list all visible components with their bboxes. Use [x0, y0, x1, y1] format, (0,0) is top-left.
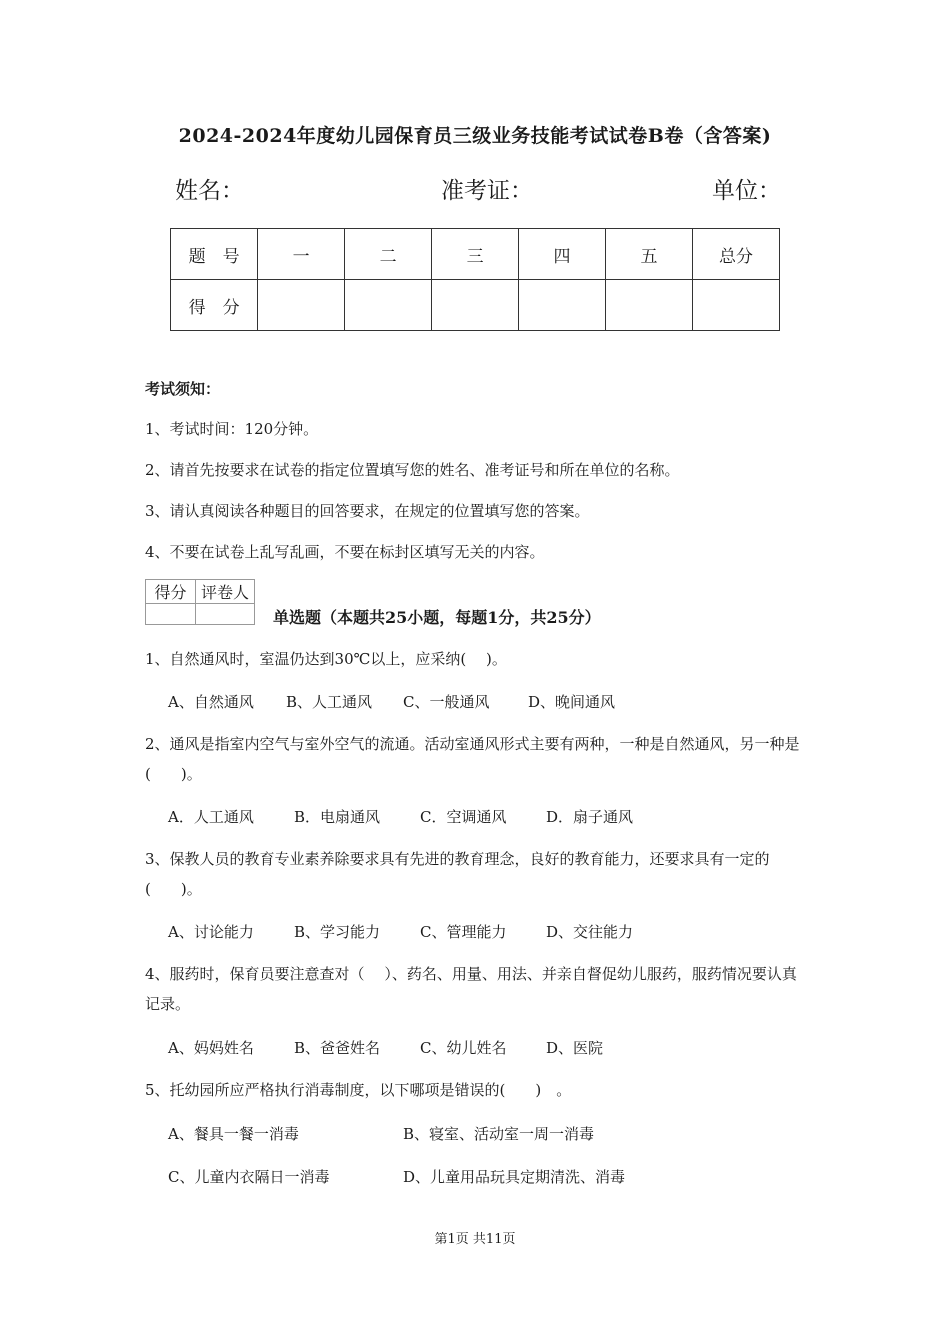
question-5: 5、托幼园所应严格执行消毒制度，以下哪项是错误的( ) 。 [145, 1081, 572, 1099]
score-table-cell: 三 [432, 229, 519, 280]
name-label: 姓名： [175, 178, 244, 204]
score-table [170, 228, 780, 331]
question-4: 4、服药时，保育员要注意查对（ ）、药名、用量、用法、并亲自督促幼儿服药，服药情况要认真记录。 [145, 965, 797, 1013]
option-4d: D、医院 [546, 1039, 604, 1057]
option-1d: D、晚间通风 [528, 693, 616, 711]
score-input-cell[interactable] [258, 280, 345, 331]
option-5a: A、餐具一餐一消毒 [168, 1125, 299, 1143]
notice-item: 2、请首先按要求在试卷的指定位置填写您的姓名、准考证号和所在单位的名称。 [145, 461, 680, 479]
option-2b: B．电扇通风 [294, 808, 381, 826]
question-1: 1、自然通风时，室温仍达到30℃以上，应采纳( )。 [145, 650, 507, 668]
notice-item: 3、请认真阅读各种题目的回答要求，在规定的位置填写您的答案。 [145, 502, 590, 520]
option-1b: B、人工通风 [286, 693, 373, 711]
question-2: 2、通风是指室内空气与室外空气的流通。活动室通风形式主要有两种，一种是自然通风，另一种是( )。 [145, 735, 800, 783]
option-3d: D、交往能力 [546, 923, 634, 941]
exam-title: 2024-2024年度幼儿园保育员三级业务技能考试试卷B卷（含答案) [178, 125, 772, 147]
option-2d: D．扇子通风 [546, 808, 634, 826]
score-input-cell[interactable] [692, 280, 779, 331]
score-table-header-row [171, 229, 780, 280]
option-2a: A．人工通风 [168, 808, 254, 826]
score-table-score-row [171, 280, 780, 331]
unit-label: 单位： [712, 178, 781, 204]
grader-reviewer-label: 评卷人 [196, 580, 255, 604]
option-5b: B、寝室、活动室一周一消毒 [403, 1125, 595, 1143]
score-row-label: 得 分 [171, 280, 258, 331]
option-2c: C．空调通风 [420, 808, 507, 826]
score-table-cell: 五 [606, 229, 693, 280]
option-5d: D、儿童用品玩具定期清洗、消毒 [403, 1168, 626, 1186]
score-input-cell[interactable] [432, 280, 519, 331]
notice-title: 考试须知： [145, 380, 221, 398]
score-input-cell[interactable] [606, 280, 693, 331]
grader-reviewer-cell[interactable] [196, 604, 255, 625]
option-3a: A、讨论能力 [168, 923, 254, 941]
grader-box [145, 579, 255, 625]
option-5c: C、儿童内衣隔日一消毒 [168, 1168, 330, 1186]
score-input-cell[interactable] [519, 280, 606, 331]
option-3c: C、管理能力 [420, 923, 507, 941]
grader-score-label: 得分 [146, 580, 196, 604]
option-3b: B、学习能力 [294, 923, 381, 941]
notice-item: 1、考试时间：120分钟。 [145, 420, 319, 438]
ticket-label: 准考证： [441, 178, 533, 204]
grader-score-cell[interactable] [146, 604, 196, 625]
option-4b: B、爸爸姓名 [294, 1039, 381, 1057]
option-4c: C、幼儿姓名 [420, 1039, 507, 1057]
score-table-cell: 二 [345, 229, 432, 280]
score-input-cell[interactable] [345, 280, 432, 331]
question-3: 3、保教人员的教育专业素养除要求具有先进的教育理念，良好的教育能力，还要求具有一定的( )。 [145, 850, 770, 898]
option-1c: C、一般通风 [403, 693, 490, 711]
score-table-cell: 四 [519, 229, 606, 280]
score-table-cell: 总分 [692, 229, 779, 280]
page-footer: 第1页 共11页 [434, 1232, 516, 1247]
notice-item: 4、不要在试卷上乱写乱画，不要在标封区填写无关的内容。 [145, 543, 545, 561]
section-title: 单选题（本题共25小题，每题1分，共25分） [273, 608, 601, 627]
score-table-cell: 题 号 [171, 229, 258, 280]
option-1a: A、自然通风 [168, 693, 254, 711]
option-4a: A、妈妈姓名 [168, 1039, 254, 1057]
score-table-cell: 一 [258, 229, 345, 280]
